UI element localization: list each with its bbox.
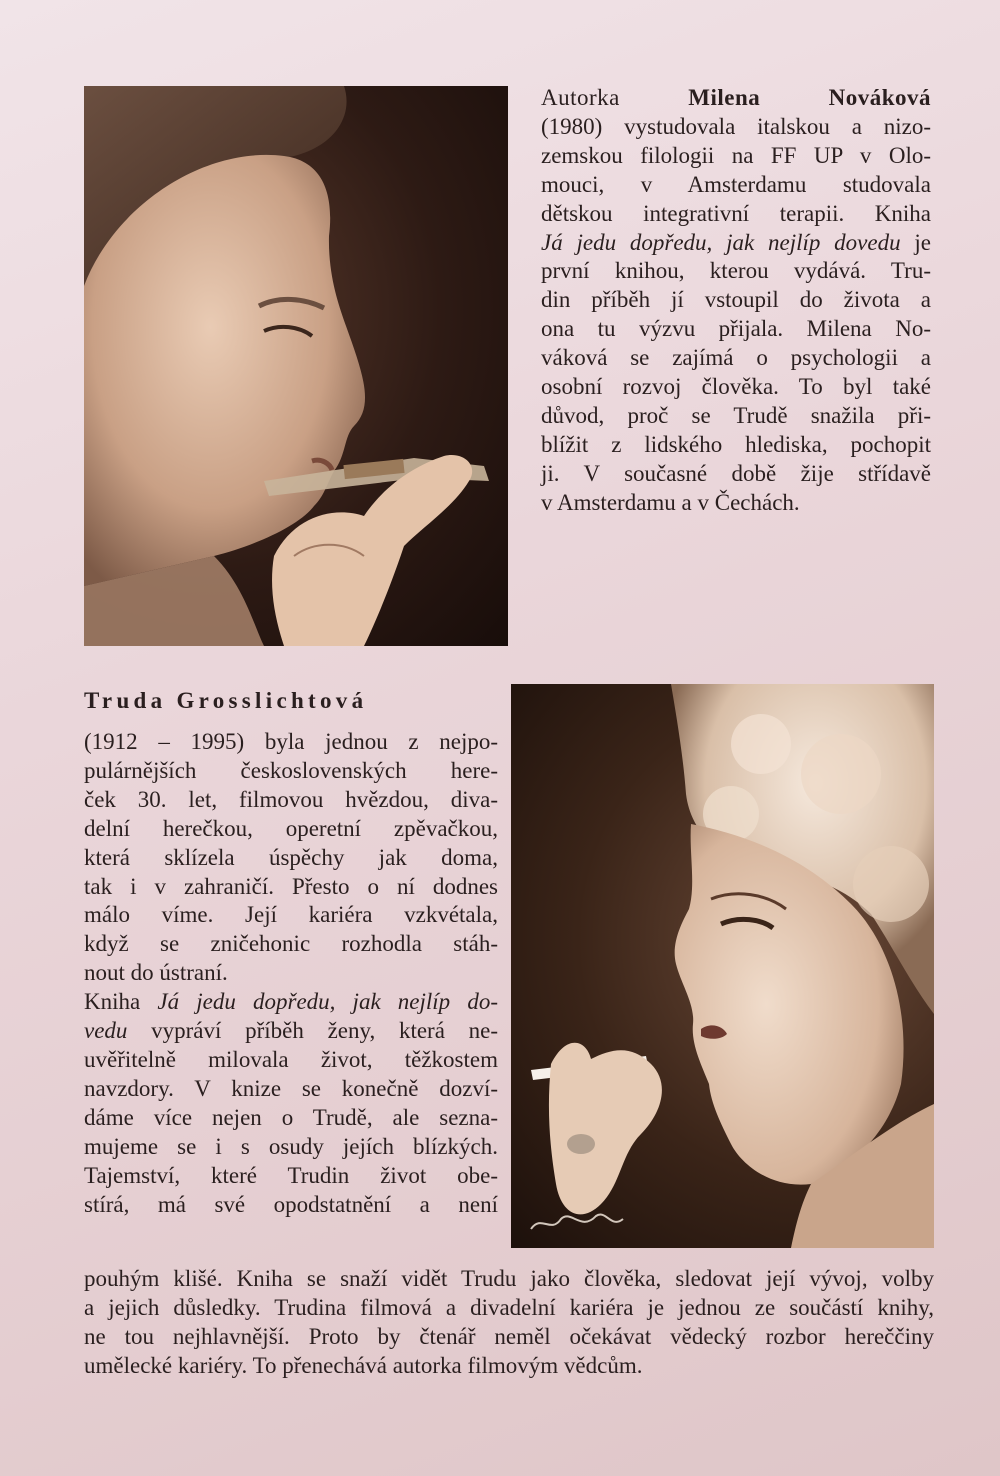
text-line: Tajemství, které Trudin život obe- [84, 1162, 498, 1188]
text-line: ček 30. let, filmovou hvězdou, diva- [84, 786, 498, 812]
text-line: osobní rozvoj člověka. To byl také [541, 374, 931, 400]
text-line: Kniha Já jedu dopředu, jak nejlíp do- [84, 989, 498, 1015]
text-line: (1912 – 1995) byla jednou z nejpo- [84, 729, 498, 754]
text-line: ji. V současné době žije střídavě [541, 460, 931, 486]
truda-bio-continuation-lines [84, 1265, 934, 1381]
text-line: dětskou integrativní terapii. Kniha [541, 200, 931, 226]
text-line: když se zničehonic rozhodla stáh- [84, 931, 498, 957]
text-line: zemskou filologii na FF UP v Olo- [541, 142, 931, 168]
truda-bio [84, 728, 498, 1219]
text-line: málo víme. Její kariéra vzkvétala, [84, 902, 498, 928]
truda-bio-continuation [84, 1265, 934, 1381]
author-bio-lines [541, 113, 931, 518]
text-line: pouhým klišé. Kniha se snaží vidět Trudu jako člověka, sledovat její vývoj, volby [84, 1266, 934, 1291]
text-line: Já jedu dopředu, jak nejlíp dovedu je [541, 229, 931, 255]
truda-bio-lines [84, 728, 498, 1219]
text-line: mouci, v Amsterdamu studovala [541, 171, 931, 197]
text-line: pulárnějších československých here- [84, 757, 498, 783]
actress-profile-illustration [511, 684, 934, 1248]
text-line: a jejich důsledky. Trudina filmová a divadelní kariéra je jednou ze součástí knihy, [84, 1294, 934, 1320]
text-line: vedu vypráví příběh ženy, která ne- [84, 1018, 498, 1044]
woman-profile-illustration [84, 86, 508, 646]
text-line: umělecké kariéry. To přenechává autorka filmovým vědcům. [84, 1352, 643, 1378]
text-line: stírá, má své opodstatnění a není [84, 1191, 498, 1217]
text-line: (1980) vystudovala italskou a nizo- [541, 113, 931, 139]
text-line: delní herečkou, operetní zpěvačkou, [84, 815, 498, 841]
text-line: důvod, proč se Trudě snažila při- [541, 402, 931, 428]
author-portrait-photo [84, 86, 508, 646]
author-name: Milena Nováková [688, 85, 932, 110]
author-label: Autorka [541, 85, 620, 110]
text-line: mujeme se i s osudy jejích blízkých. [84, 1133, 498, 1159]
truda-heading: Truda Grosslichtová [84, 688, 368, 713]
text-line: uvěřitelně milovala život, těžkostem [84, 1046, 498, 1072]
author-heading [541, 84, 931, 113]
author-bio [541, 84, 931, 518]
text-line: ne tou nejhlavnější. Proto by čtenář neměl očekávat vědecký rozbor hereččiny [84, 1323, 934, 1349]
text-line: blížit z lidského hlediska, pochopit [541, 431, 931, 457]
text-line: v Amsterdamu a v Čechách. [541, 489, 800, 515]
text-line: první knihou, kterou vydává. Tru- [541, 258, 931, 284]
text-line: tak i v zahraničí. Přesto o ní dodnes [84, 873, 498, 899]
text-line: která sklízela úspěchy jak doma, [84, 844, 498, 870]
text-line: nout do ústraní. [84, 960, 228, 986]
text-line: navzdory. V knize se konečně dozví- [84, 1075, 498, 1101]
truda-portrait-photo [511, 684, 934, 1248]
text-line: dáme více nejen o Trudě, ale sezna- [84, 1104, 498, 1130]
text-line: din příběh jí vstoupil do života a [541, 287, 931, 313]
text-line: váková se zajímá o psychologii a [541, 345, 931, 371]
text-line: ona tu výzvu přijala. Milena No- [541, 316, 931, 342]
